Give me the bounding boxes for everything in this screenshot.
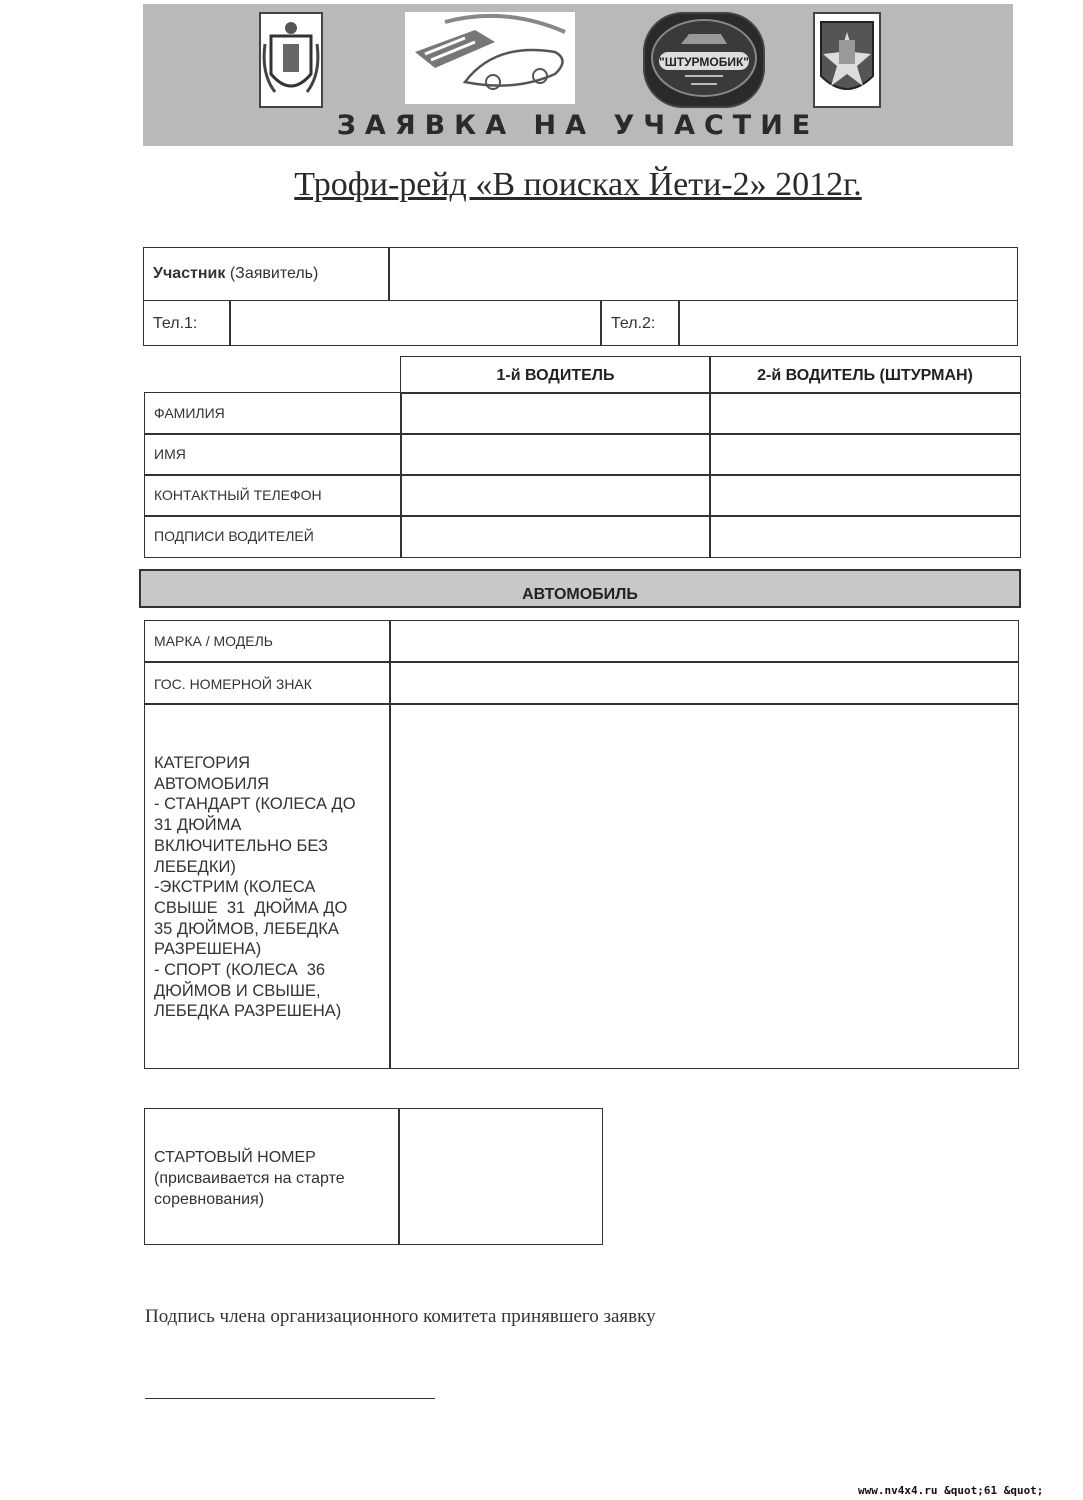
category-line: ЛЕБЕДКИ)	[154, 857, 236, 876]
category-line: 35 ДЮЙМОВ, ЛЕБЕДКА	[154, 919, 339, 938]
footer-watermark: www.nv4x4.ru &quot;61 &quot;	[858, 1484, 1044, 1497]
lastname-label: ФАМИЛИЯ	[154, 405, 225, 421]
driver2-phone-field[interactable]	[709, 474, 1021, 517]
banner-title: ЗАЯВКА НА УЧАСТИЕ	[336, 110, 820, 141]
start-number-note: соревнования)	[154, 1191, 265, 1208]
start-number-label	[154, 1147, 345, 1210]
plate-label: ГОС. НОМЕРНОЙ ЗНАК	[154, 676, 312, 692]
driver1-firstname-field[interactable]	[400, 433, 711, 476]
make-label-cell	[144, 620, 391, 663]
participant-label	[153, 265, 318, 283]
driver1-signature-field[interactable]	[400, 515, 711, 558]
signatures-label: ПОДПИСИ ВОДИТЕЛЕЙ	[154, 528, 314, 544]
participant-field[interactable]	[388, 247, 1018, 301]
phone2-label: Тел.2:	[611, 315, 656, 332]
category-line: - СТАНДАРТ (КОЛЕСА ДО	[154, 795, 356, 814]
contact-phone-label: КОНТАКТНЫЙ ТЕЛЕФОН	[154, 487, 322, 503]
category-line: СВЫШЕ 31 ДЮЙМА ДО	[154, 898, 348, 917]
make-model-label: МАРКА / МОДЕЛЬ	[154, 633, 273, 649]
phone1-field[interactable]	[229, 300, 602, 346]
driver-row-label-cell	[144, 515, 402, 558]
race-car-logo-icon	[405, 12, 575, 104]
driver2-firstname-field[interactable]	[709, 433, 1021, 476]
coat-of-arms-icon	[259, 12, 323, 108]
city-emblem-icon	[813, 12, 881, 108]
phone2-label-cell	[600, 300, 680, 346]
start-number-field[interactable]	[398, 1108, 603, 1245]
category-line: ЛЕБЕДКА РАЗРЕШЕНА)	[154, 1002, 342, 1021]
driver2-header: 2-й ВОДИТЕЛЬ (ШТУРМАН)	[757, 367, 973, 384]
category-field[interactable]	[389, 703, 1019, 1069]
shturmobik-logo-text: "ШТУРМОБИК"	[659, 55, 749, 69]
category-line: КАТЕГОРИЯ	[154, 754, 251, 772]
participant-label-cell	[143, 247, 390, 301]
signature-caption: Подпись члена организационного комитета принявшего заявку	[145, 1306, 656, 1327]
category-line: ДЮЙМОВ И СВЫШЕ,	[154, 981, 321, 1000]
plate-label-cell	[144, 661, 391, 705]
driver1-lastname-field[interactable]	[400, 392, 711, 435]
make-model-field[interactable]	[389, 620, 1019, 663]
driver2-lastname-field[interactable]	[709, 392, 1021, 435]
phone2-field[interactable]	[678, 300, 1018, 346]
phone1-label-cell	[143, 300, 231, 346]
firstname-label: ИМЯ	[154, 446, 186, 462]
shturmobik-club-logo-icon	[643, 12, 765, 108]
signature-line[interactable]	[145, 1398, 435, 1399]
driver1-phone-field[interactable]	[400, 474, 711, 517]
category-line: АВТОМОБИЛЯ	[154, 774, 270, 793]
category-label-cell	[144, 703, 391, 1069]
plate-field[interactable]	[389, 661, 1019, 705]
start-number-title: СТАРТОВЫЙ НОМЕР	[154, 1149, 316, 1166]
category-label	[154, 753, 390, 1022]
driver2-header-cell	[709, 356, 1021, 394]
participant-label-bold: Участник	[153, 265, 226, 282]
driver1-header: 1-й ВОДИТЕЛЬ	[496, 367, 615, 384]
start-number-label-cell	[144, 1108, 400, 1245]
participant-label-rest: (Заявитель)	[225, 265, 319, 282]
category-line: ВКЛЮЧИТЕЛЬНО БЕЗ	[154, 836, 328, 855]
car-section-header	[139, 569, 1021, 608]
driver-row-label-cell	[144, 433, 402, 476]
start-number-note: (присваивается на старте	[154, 1170, 345, 1187]
driver-row-label-cell	[144, 474, 402, 517]
page-title: Трофи-рейд «В поисках Йети-2» 2012г.	[294, 166, 862, 203]
driver2-signature-field[interactable]	[709, 515, 1021, 558]
category-line: 31 ДЮЙМА	[154, 816, 242, 835]
phone1-label: Тел.1:	[153, 315, 198, 332]
category-line: -ЭКСТРИМ (КОЛЕСА	[154, 878, 316, 897]
driver1-header-cell	[400, 356, 711, 394]
category-line: РАЗРЕШЕНА)	[154, 940, 262, 959]
car-heading: АВТОМОБИЛЬ	[522, 586, 638, 603]
category-line: - СПОРТ (КОЛЕСА 36	[154, 961, 326, 980]
driver-row-label-cell	[144, 392, 402, 435]
